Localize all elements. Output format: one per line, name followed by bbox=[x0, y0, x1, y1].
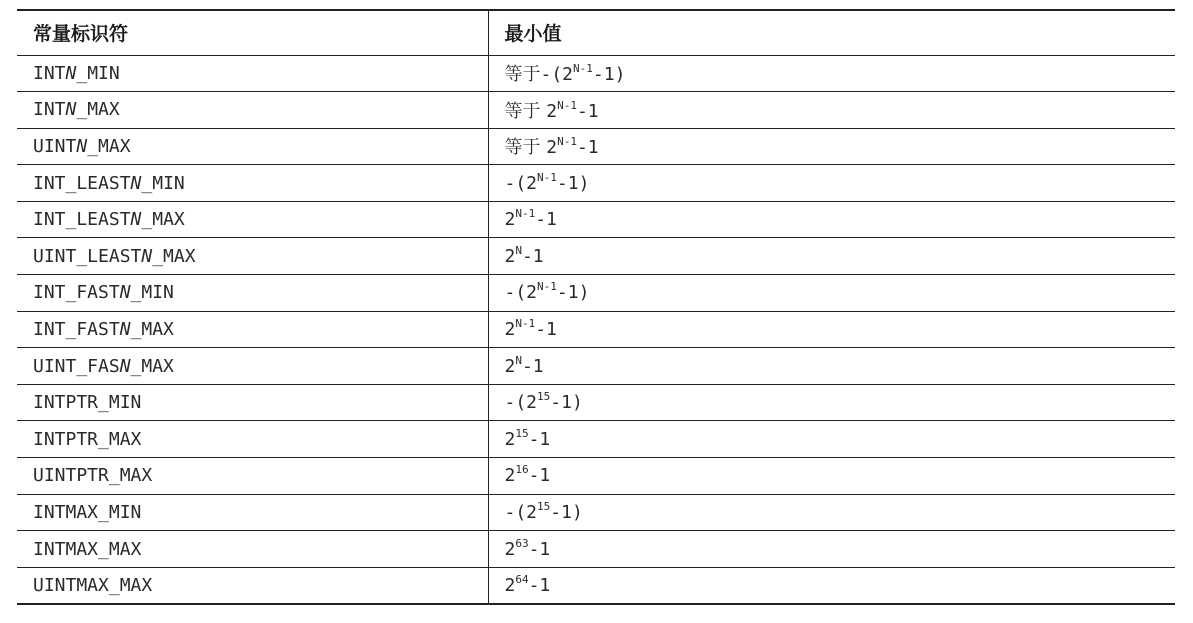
value-text: 2 bbox=[504, 318, 516, 340]
value-text: -1 bbox=[528, 574, 551, 596]
value-text: -1 bbox=[521, 245, 544, 267]
value-exponent: 15 bbox=[515, 426, 529, 440]
value-text: 2 bbox=[504, 245, 516, 267]
identifier-width-variable: N bbox=[65, 62, 77, 84]
value-text: -(2 bbox=[504, 392, 538, 414]
value-exponent: N-1 bbox=[573, 62, 593, 76]
value-exponent: 63 bbox=[515, 536, 529, 550]
identifier-text: _MAX bbox=[130, 318, 174, 340]
value-text: -1) bbox=[550, 392, 583, 414]
value-text: -1 bbox=[521, 355, 544, 377]
value-equals-label: 等于 bbox=[504, 137, 547, 159]
min-value-cell bbox=[488, 311, 1175, 348]
value-text: -(2 bbox=[504, 501, 538, 523]
value-text: -1) bbox=[592, 64, 626, 86]
value-text: 2 bbox=[504, 465, 516, 487]
value-equals-label: 等于 bbox=[504, 100, 547, 122]
value-text: -(2 bbox=[504, 282, 538, 304]
identifier-text: INT_FAST bbox=[33, 318, 120, 340]
identifier-text: INT bbox=[33, 99, 66, 121]
identifier-text: _MAX bbox=[152, 245, 196, 267]
table-row bbox=[17, 567, 1175, 604]
value-text: -1) bbox=[550, 501, 583, 523]
identifier-text: INTMAX_MIN bbox=[33, 501, 142, 523]
identifier-cell bbox=[17, 201, 488, 238]
identifier-text: UINTMAX_MAX bbox=[33, 574, 153, 596]
min-value-cell bbox=[488, 421, 1175, 458]
value-exponent: N bbox=[515, 243, 522, 257]
header-identifier: 常量标识符 bbox=[17, 10, 488, 55]
identifier-text: UINTPTR_MAX bbox=[33, 465, 153, 487]
identifier-width-variable: N bbox=[65, 99, 77, 121]
value-text: -1 bbox=[535, 318, 557, 340]
min-value-cell bbox=[488, 384, 1175, 421]
value-text: -(2 bbox=[540, 64, 574, 86]
identifier-cell bbox=[17, 494, 488, 531]
table-row bbox=[17, 458, 1175, 495]
identifier-width-variable: N bbox=[141, 245, 153, 267]
value-equals-label: 等于 bbox=[504, 64, 541, 86]
identifier-text: INT_FAST bbox=[33, 282, 120, 304]
identifier-cell bbox=[17, 128, 488, 165]
identifier-cell bbox=[17, 458, 488, 495]
min-value-cell bbox=[488, 348, 1175, 385]
value-text: 2 bbox=[546, 137, 558, 159]
value-text: 2 bbox=[546, 100, 558, 122]
identifier-text: UINT_FAS bbox=[33, 355, 120, 377]
identifier-cell bbox=[17, 421, 488, 458]
value-exponent: 64 bbox=[515, 572, 529, 586]
value-text: -1 bbox=[528, 538, 551, 560]
value-exponent: N-1 bbox=[515, 316, 536, 330]
value-exponent: N-1 bbox=[537, 280, 557, 294]
identifier-text: INT_LEAST bbox=[33, 172, 131, 194]
identifier-width-variable: N bbox=[119, 318, 131, 340]
value-exponent: N-1 bbox=[515, 207, 536, 221]
table-row bbox=[17, 92, 1175, 129]
identifier-cell bbox=[17, 238, 488, 275]
table-row bbox=[17, 128, 1175, 165]
identifier-text: UINT bbox=[33, 135, 77, 157]
min-value-cell bbox=[488, 458, 1175, 495]
identifier-text: _MIN bbox=[76, 62, 120, 84]
table-row bbox=[17, 494, 1175, 531]
value-exponent: 16 bbox=[515, 463, 529, 477]
min-value-cell bbox=[488, 92, 1175, 129]
value-text: 2 bbox=[504, 209, 516, 231]
min-value-cell bbox=[488, 275, 1175, 312]
constants-table bbox=[17, 9, 1175, 605]
value-exponent: N bbox=[515, 353, 522, 367]
min-value-cell bbox=[488, 531, 1175, 568]
identifier-width-variable: N bbox=[130, 209, 142, 231]
header-min-value: 最小值 bbox=[488, 10, 1175, 55]
identifier-text: _MAX bbox=[76, 99, 120, 121]
table-row bbox=[17, 348, 1175, 385]
value-text: 2 bbox=[504, 538, 516, 560]
table-row bbox=[17, 165, 1175, 202]
table-row bbox=[17, 384, 1175, 421]
identifier-text: INTPTR_MIN bbox=[33, 392, 142, 414]
identifier-text: _MAX bbox=[87, 135, 131, 157]
min-value-cell bbox=[488, 567, 1175, 604]
identifier-cell bbox=[17, 275, 488, 312]
identifier-cell bbox=[17, 567, 488, 604]
identifier-text: INTPTR_MAX bbox=[33, 428, 142, 450]
value-text: -1 bbox=[528, 465, 551, 487]
identifier-text: _MIN bbox=[130, 282, 174, 304]
value-text: -1 bbox=[576, 100, 599, 122]
value-exponent: 15 bbox=[537, 499, 551, 513]
value-text: -(2 bbox=[504, 172, 538, 194]
value-exponent: 15 bbox=[537, 390, 551, 404]
min-value-cell bbox=[488, 128, 1175, 165]
table-row bbox=[17, 201, 1175, 238]
value-text: 2 bbox=[504, 574, 516, 596]
table-row bbox=[17, 421, 1175, 458]
constants-table-container bbox=[17, 9, 1175, 605]
identifier-text: _MAX bbox=[141, 209, 185, 231]
value-text: -1) bbox=[556, 282, 590, 304]
identifier-width-variable: N bbox=[119, 282, 131, 304]
identifier-text: _MAX bbox=[130, 355, 174, 377]
identifier-text: _MIN bbox=[141, 172, 185, 194]
identifier-cell bbox=[17, 384, 488, 421]
min-value-cell bbox=[488, 55, 1175, 92]
identifier-text: UINT_LEAST bbox=[33, 245, 142, 267]
identifier-text: INTMAX_MAX bbox=[33, 538, 142, 560]
value-text: -1 bbox=[576, 137, 599, 159]
min-value-cell bbox=[488, 238, 1175, 275]
identifier-cell bbox=[17, 92, 488, 129]
value-text: 2 bbox=[504, 428, 516, 450]
value-text: -1 bbox=[528, 428, 551, 450]
identifier-cell bbox=[17, 55, 488, 92]
table-body bbox=[17, 55, 1175, 604]
table-row bbox=[17, 311, 1175, 348]
header-row bbox=[17, 10, 1175, 55]
identifier-cell bbox=[17, 165, 488, 202]
value-text: -1 bbox=[535, 209, 557, 231]
table-row bbox=[17, 275, 1175, 312]
value-exponent: N-1 bbox=[557, 135, 577, 149]
min-value-cell bbox=[488, 494, 1175, 531]
value-exponent: N-1 bbox=[537, 170, 557, 184]
identifier-cell bbox=[17, 531, 488, 568]
identifier-text: INT_LEAST bbox=[33, 209, 131, 231]
table-row bbox=[17, 531, 1175, 568]
identifier-cell bbox=[17, 311, 488, 348]
identifier-width-variable: N bbox=[76, 135, 88, 157]
identifier-cell bbox=[17, 348, 488, 385]
min-value-cell bbox=[488, 165, 1175, 202]
table-row bbox=[17, 55, 1175, 92]
table-header bbox=[17, 10, 1175, 55]
value-exponent: N-1 bbox=[557, 98, 577, 112]
identifier-width-variable: N bbox=[119, 355, 131, 377]
identifier-text: INT bbox=[33, 62, 66, 84]
min-value-cell bbox=[488, 201, 1175, 238]
value-text: 2 bbox=[504, 355, 516, 377]
value-text: -1) bbox=[556, 172, 590, 194]
identifier-width-variable: N bbox=[130, 172, 142, 194]
table-row bbox=[17, 238, 1175, 275]
